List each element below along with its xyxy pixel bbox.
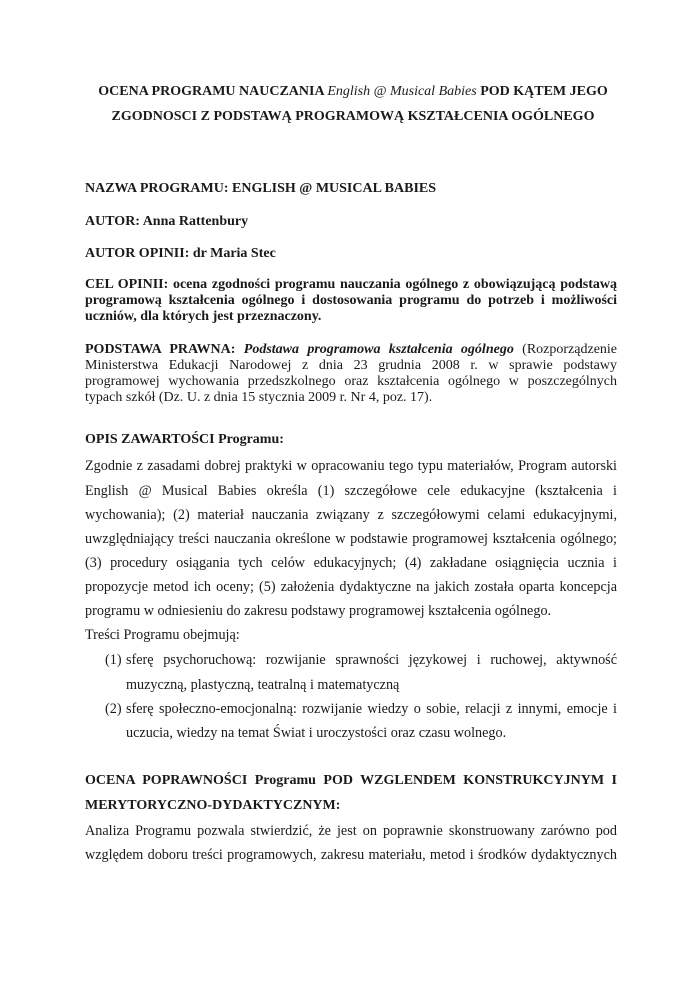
opis-line-3: wychowania); (2) materiał nauczania związany z szczegółowymi celami edukacyjnymi, bbox=[85, 507, 617, 523]
ocena-heading-mid: Programu bbox=[254, 773, 316, 788]
list-item-1-line-2: muzyczną, plastyczną, teatralną i matematyczną bbox=[126, 677, 400, 693]
ocena-heading-caps: OCENA POPRAWNOŚCI bbox=[85, 773, 248, 788]
opis-line-6: propozycje metod ich oceny; (5) założenia dydaktyczne na jakich została oparta koncepcja bbox=[85, 579, 617, 595]
cel-line-2: programową kształcenia ogólnego i dostosowania programu do potrzeb i możliwości bbox=[85, 293, 617, 308]
opis-line-2: English @ Musical Babies określa (1) szczegółowe cele edukacyjne (kształcenia i bbox=[85, 483, 617, 499]
podstawa-line-1 bbox=[85, 342, 617, 358]
opis-line-7: programu w odniesieniu do zakresu podstawy programowej kształcenia ogólnego. bbox=[85, 603, 552, 619]
opis-heading-rest: Programu: bbox=[218, 432, 284, 447]
ocena-line-1: Analiza Programu pozwala stwierdzić, że jest on poprawnie skonstruowany zarówno pod bbox=[85, 823, 617, 839]
podstawa-line-4: typach szkół (Dz. U. z dnia 15 stycznia 2009 r. Nr 4, poz. 17). bbox=[85, 390, 433, 405]
podstawa-title: Podstawa programowa kształcenia ogólnego bbox=[243, 342, 514, 357]
opis-heading-caps: OPIS ZAWARTOŚCI bbox=[85, 432, 215, 447]
ocena-line-2: względem doboru treści programowych, zakresu materiału, metod i środków dydaktycznych bbox=[85, 847, 617, 863]
program-name: NAZWA PROGRAMU: ENGLISH @ MUSICAL BABIES bbox=[85, 181, 437, 196]
title-line-2: ZGODNOSCI Z PODSTAWĄ PROGRAMOWĄ KSZTAŁCENIA OGÓLNEGO bbox=[111, 109, 595, 124]
opinion-author: AUTOR OPINII: dr Maria Stec bbox=[85, 246, 276, 261]
list-item-1-line-1: sferę psychoruchową: rozwijanie sprawności językowej i ruchowej, aktywność bbox=[126, 652, 617, 668]
title-line-1 bbox=[80, 84, 626, 100]
ocena-heading-line-2: MERYTORYCZNO-DYDAKTYCZNYM: bbox=[85, 798, 341, 813]
ocena-heading-rest: POD WZGLENDEM KONSTRUKCYJNYM I bbox=[323, 773, 617, 788]
podstawa-line-2: Ministerstwa Edukacji Narodowej z dnia 23 grudnia 2008 r. w sprawie podstawy bbox=[85, 358, 617, 373]
title-prefix: OCENA PROGRAMU NAUCZANIA bbox=[98, 84, 328, 99]
author: AUTOR: Anna Rattenbury bbox=[85, 214, 249, 229]
tresci-intro: Treści Programu obejmują: bbox=[85, 627, 240, 643]
podstawa-label: PODSTAWA PRAWNA: bbox=[85, 342, 236, 357]
podstawa-rest: (Rozporządzenie bbox=[522, 342, 618, 357]
list-item-2-line-1: sferę społeczno-emocjonalną: rozwijanie wiedzy o sobie, relacji z innymi, emocje i bbox=[126, 701, 617, 717]
podstawa-line-3: programowej wychowania przedszkolnego oraz kształcenia ogólnego w poszczególnych bbox=[85, 374, 617, 389]
list-item-2-line-2: uczucia, wiedzy na temat Świat i uroczystości oraz czasu wolnego. bbox=[126, 725, 507, 741]
list-item-1-number: (1) bbox=[105, 652, 122, 668]
cel-line-1: CEL OPINII: ocena zgodności programu nauczania ogólnego z obowiązującą podstawą bbox=[85, 277, 617, 292]
title-program-name: English @ Musical Babies bbox=[327, 84, 477, 99]
opis-line-1: Zgodnie z zasadami dobrej praktyki w opracowaniu tego typu materiałów, Program autorski bbox=[85, 458, 617, 474]
ocena-heading-line-1 bbox=[85, 772, 617, 790]
opis-line-5: (3) procedury osiągania tych celów edukacyjnych; (4) zakładane osiągnięcia ucznia i bbox=[85, 555, 617, 571]
cel-line-3: uczniów, dla których jest przeznaczony. bbox=[85, 309, 322, 324]
list-item-2-number: (2) bbox=[105, 701, 122, 717]
opis-line-4: uwzględniający treści nauczania określone w podstawie programowej kształcenia ogólnego; bbox=[85, 531, 617, 547]
title-suffix: POD KĄTEM JEGO bbox=[476, 84, 608, 99]
opis-heading bbox=[85, 432, 284, 448]
